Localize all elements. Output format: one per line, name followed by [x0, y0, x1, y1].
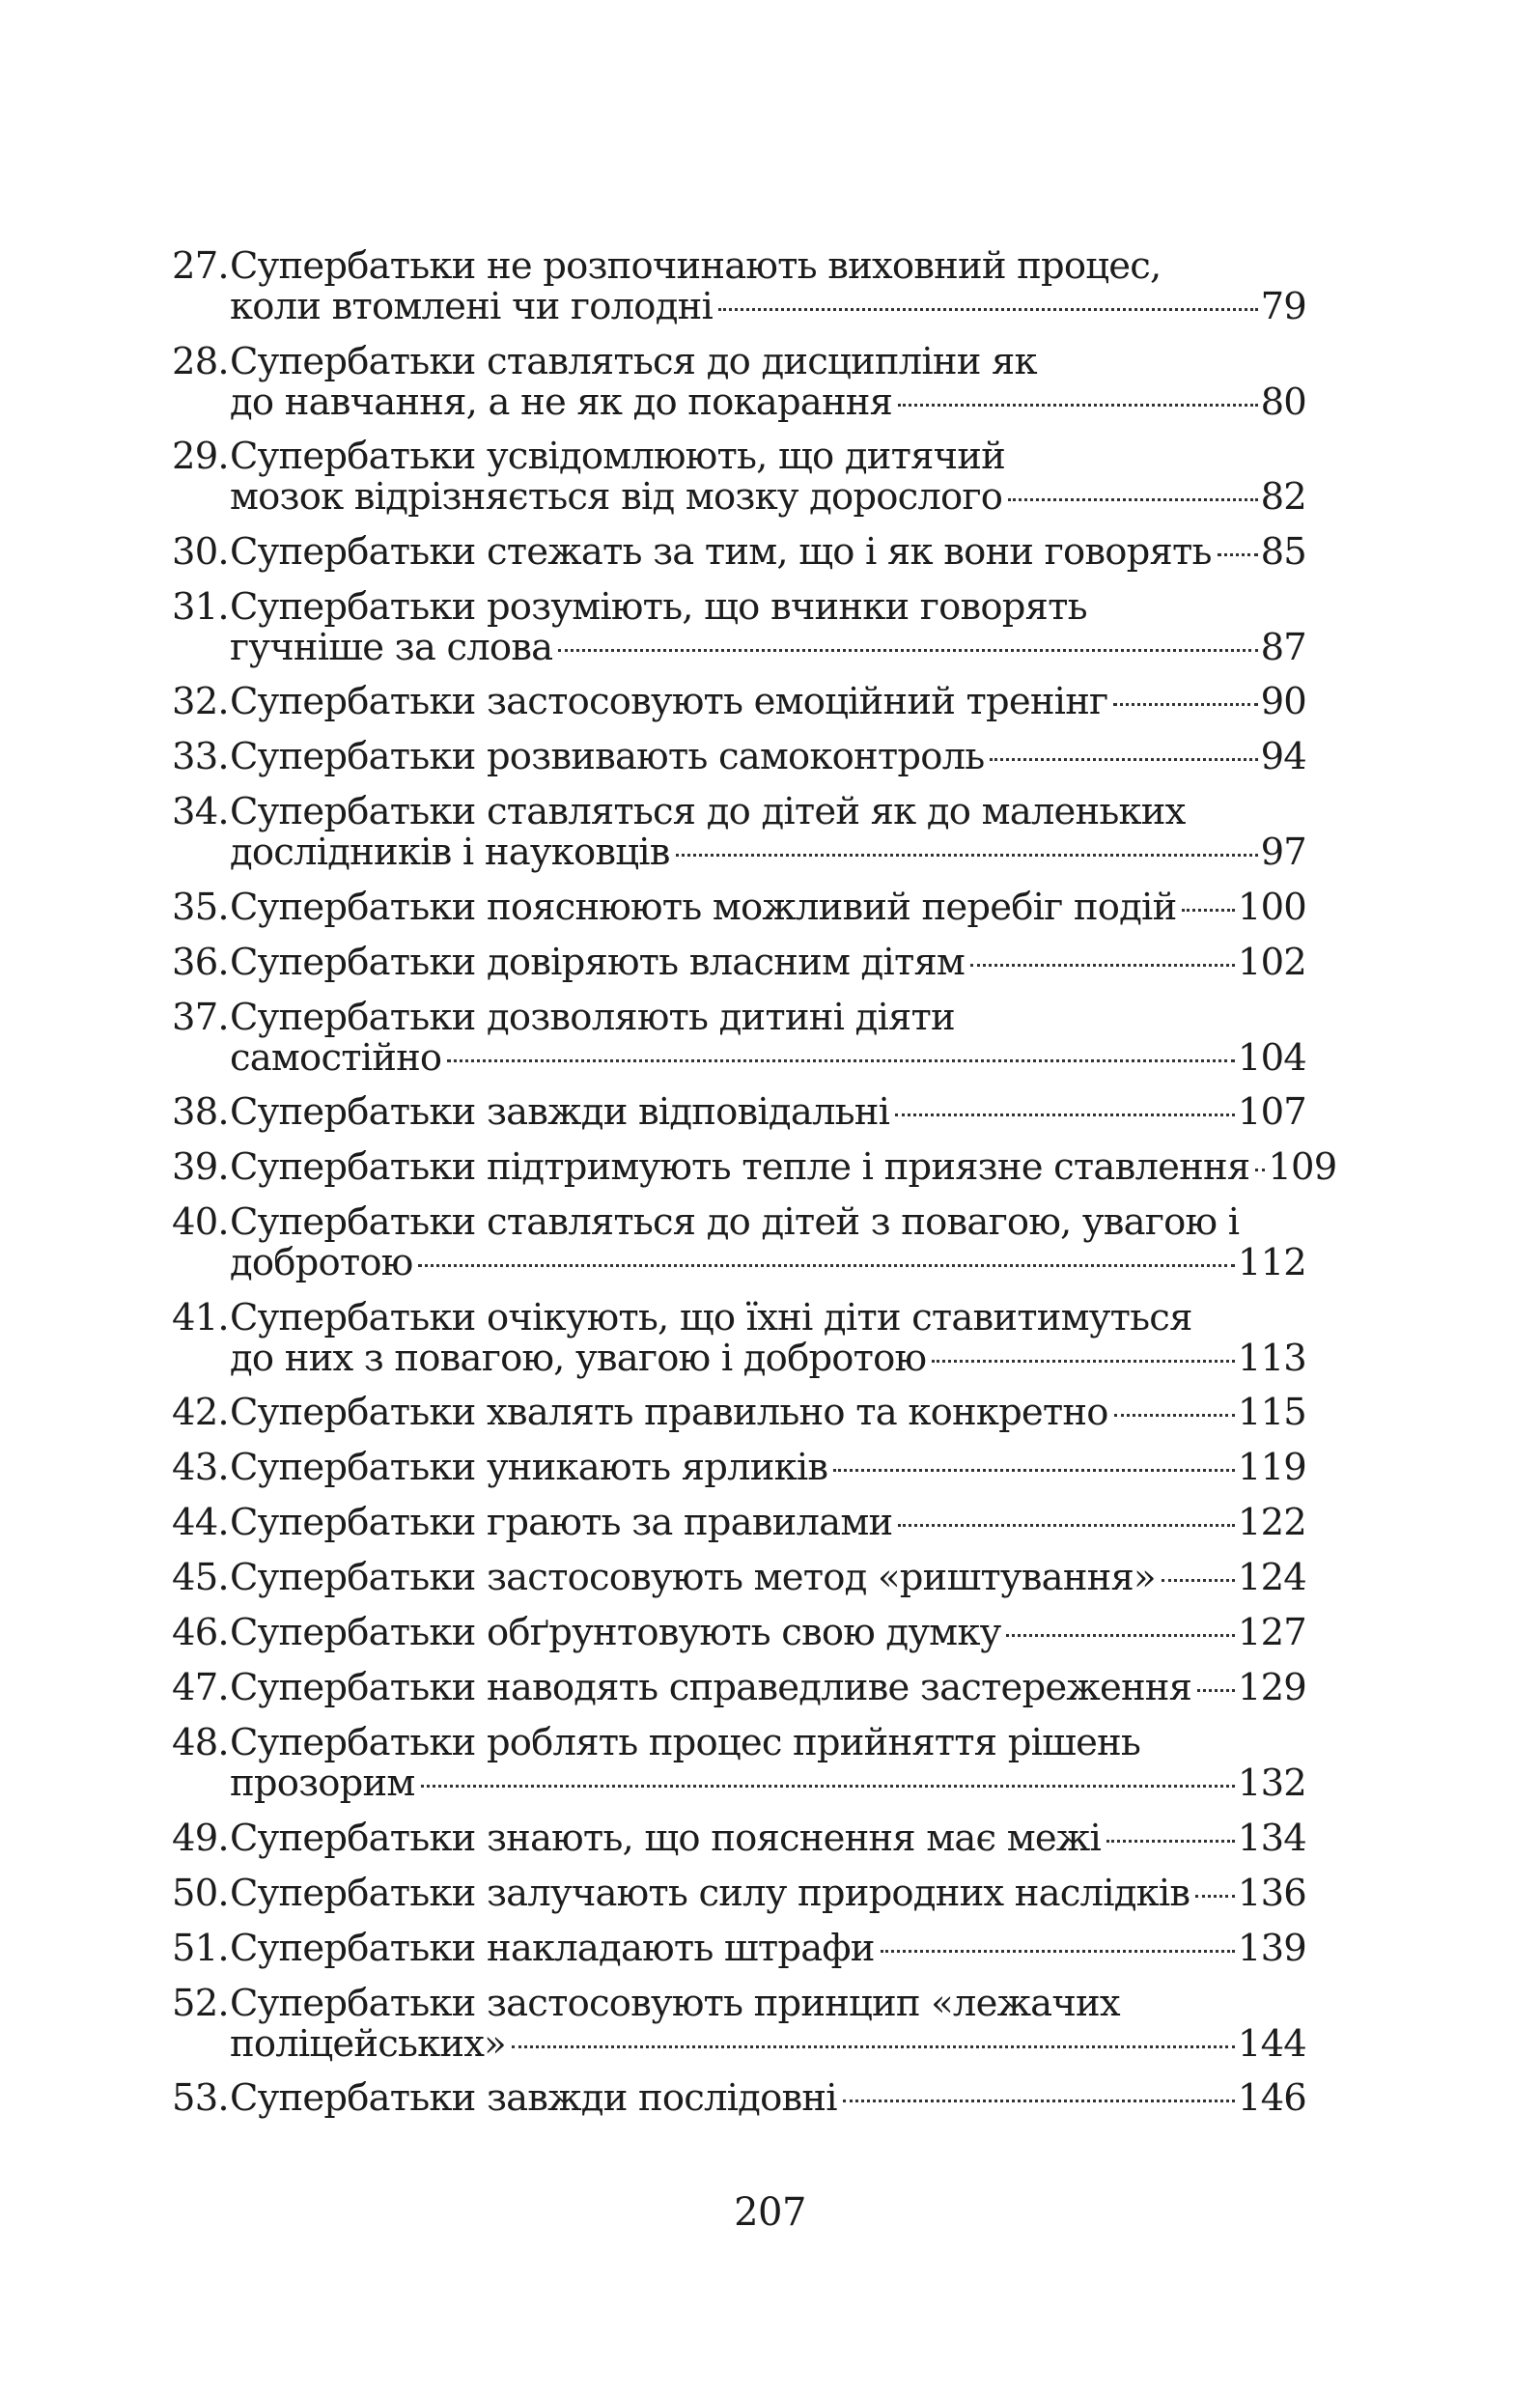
- toc-entry-line: [172, 1981, 1306, 2025]
- toc-entry-title: Супербатьки пояснюють можливий перебіг подій: [230, 885, 1177, 929]
- dot-leader: [932, 1360, 1235, 1363]
- toc-entry-number: 43.: [172, 1446, 229, 1489]
- toc-entry-page: 115: [1237, 1391, 1306, 1434]
- toc-entry-last-line: [172, 2078, 1306, 2119]
- toc-entry: [172, 1145, 1337, 1189]
- toc-entry: [172, 1092, 1306, 1133]
- toc-entry-last-line: [172, 1613, 1306, 1653]
- toc-entry-last-line: [172, 737, 1306, 777]
- toc-entry-last-line: [172, 940, 1306, 984]
- toc-entry-title: Супербатьки грають за правилами: [230, 1501, 893, 1544]
- toc-entry-number: 37.: [172, 995, 229, 1039]
- toc-entry-last-line: [172, 1035, 1306, 1080]
- toc-entry: [172, 1926, 1306, 1970]
- toc-entry-last-line: [172, 885, 1306, 929]
- toc-entry-number: 27.: [172, 244, 229, 288]
- toc-entry-number: 42.: [172, 1391, 229, 1434]
- toc-entry-page: 132: [1237, 1762, 1306, 1805]
- toc-entry-title: Супербатьки знають, що пояснення має межі: [230, 1816, 1101, 1860]
- toc-entry-line: [172, 995, 1306, 1039]
- toc-entry: [172, 1558, 1306, 1598]
- toc-entry-last-line: [172, 832, 1306, 873]
- toc-entry-title: самостійно: [230, 1035, 442, 1080]
- dot-leader: [1197, 1689, 1235, 1692]
- dot-leader: [1195, 1895, 1235, 1898]
- toc-entry-title: гучніше за слова: [230, 625, 553, 669]
- toc-entry-number: 44.: [172, 1501, 229, 1544]
- toc-entry-title: коли втомлені чи голодні: [230, 285, 713, 328]
- toc-entry: [172, 584, 1306, 669]
- toc-entry-number: 50.: [172, 1871, 229, 1915]
- toc-entry: [172, 1613, 1306, 1653]
- toc-entry-title: Супербатьки завжди відповідальні: [230, 1090, 890, 1134]
- toc-entry-page: 124: [1237, 1556, 1306, 1599]
- toc-entry-number: 36.: [172, 940, 229, 984]
- toc-entry-number: 41.: [172, 1295, 229, 1339]
- toc-entry-last-line: [172, 1243, 1306, 1283]
- toc-entry-title: Супербатьки залучають силу природних наслідків: [230, 1871, 1190, 1915]
- toc-entry-number: 39.: [172, 1145, 229, 1189]
- toc-entry-title: Супербатьки не розпочинають виховний процес,: [230, 244, 1162, 288]
- toc-entry-number: 30.: [172, 529, 229, 574]
- toc-entry: [172, 339, 1306, 424]
- toc-entry-last-line: [172, 1558, 1306, 1598]
- dot-leader: [421, 1785, 1235, 1788]
- toc-entry: [172, 1818, 1306, 1859]
- toc-entry-title: до них з повагою, увагою і добротою: [230, 1336, 927, 1380]
- toc-entry-last-line: [172, 1092, 1306, 1133]
- toc-entry: [172, 940, 1306, 984]
- toc-entry-last-line: [172, 1926, 1306, 1970]
- toc-entry-number: 47.: [172, 1666, 229, 1709]
- table-of-contents: [172, 244, 1337, 2133]
- dot-leader: [898, 1524, 1235, 1527]
- toc-entry-page: 144: [1237, 2021, 1306, 2066]
- dot-leader: [1218, 553, 1258, 556]
- toc-entry-title: Супербатьки ставляться до дітей з повагою, увагою і: [230, 1200, 1240, 1244]
- toc-entry-line: [172, 1723, 1306, 1763]
- toc-entry-page: 122: [1237, 1501, 1306, 1544]
- toc-entry-last-line: [172, 2021, 1306, 2066]
- dot-leader: [447, 1059, 1235, 1062]
- toc-entry: [172, 529, 1306, 574]
- toc-entry-title: Супербатьки ставляться до дисципліни як: [230, 339, 1037, 383]
- dot-leader: [1106, 1840, 1235, 1843]
- toc-entry-last-line: [172, 1871, 1306, 1915]
- toc-entry-page: 79: [1260, 285, 1306, 328]
- toc-entry-page: 146: [1237, 2076, 1306, 2120]
- toc-entry-number: 29.: [172, 435, 229, 478]
- dot-leader: [1255, 1169, 1265, 1171]
- toc-entry-title: Супербатьки обґрунтовують свою думку: [230, 1611, 1001, 1654]
- dot-leader: [1182, 909, 1234, 912]
- toc-entry-number: 53.: [172, 2076, 229, 2120]
- toc-entry: [172, 2078, 1306, 2119]
- toc-entry-title: до навчання, а не як до покарання: [230, 380, 893, 424]
- toc-entry-title: поліцейських»: [230, 2021, 506, 2066]
- toc-entry-page: 139: [1237, 1926, 1306, 1970]
- toc-entry-page: 112: [1237, 1241, 1306, 1284]
- toc-entry-number: 35.: [172, 885, 229, 929]
- toc-entry-number: 51.: [172, 1926, 229, 1970]
- toc-entry-title: Супербатьки накладають штрафи: [230, 1926, 875, 1970]
- toc-entry-number: 46.: [172, 1611, 229, 1654]
- toc-entry-title: Супербатьки застосовують метод «риштування»: [230, 1556, 1156, 1599]
- toc-entry-title: Супербатьки застосовують емоційний тренінг: [230, 680, 1108, 723]
- toc-entry-page: 113: [1237, 1336, 1306, 1380]
- toc-entry-page: 80: [1260, 380, 1306, 424]
- toc-entry-page: 119: [1237, 1446, 1306, 1489]
- toc-entry-line: [172, 792, 1306, 832]
- toc-entry-last-line: [172, 1448, 1306, 1488]
- toc-entry: [172, 1448, 1306, 1488]
- toc-entry-last-line: [172, 1393, 1306, 1433]
- page-number: 207: [734, 2190, 806, 2235]
- toc-entry-page: 100: [1237, 885, 1306, 929]
- toc-entry-last-line: [172, 1818, 1306, 1859]
- toc-entry-line: [172, 584, 1306, 629]
- toc-entry-page: 109: [1268, 1145, 1337, 1189]
- toc-entry-title: Супербатьки роблять процес прийняття рішень: [230, 1721, 1141, 1764]
- toc-entry-title: Супербатьки усвідомлюють, що дитячий: [230, 435, 1005, 478]
- toc-entry-page: 87: [1260, 625, 1306, 669]
- toc-entry-title: Супербатьки очікують, що їхні діти ставитимуться: [230, 1295, 1192, 1339]
- dot-leader: [676, 854, 1258, 857]
- toc-entry-title: Супербатьки стежать за тим, що і як вони говорять: [230, 529, 1212, 574]
- toc-entry: [172, 1202, 1306, 1283]
- toc-entry-last-line: [172, 1763, 1306, 1804]
- toc-entry-page: 94: [1260, 735, 1306, 778]
- toc-entry-title: Супербатьки уникають ярликів: [230, 1446, 828, 1489]
- dot-leader: [418, 1264, 1234, 1267]
- toc-entry-page: 104: [1237, 1035, 1306, 1080]
- toc-entry-title: Супербатьки хвалять правильно та конкретно: [230, 1391, 1108, 1434]
- toc-entry-title: мозок відрізняється від мозку дорослого: [230, 475, 1003, 519]
- toc-entry-number: 33.: [172, 735, 229, 778]
- dot-leader: [1006, 1634, 1234, 1637]
- toc-entry-line: [172, 1202, 1306, 1243]
- toc-entry: [172, 1393, 1306, 1433]
- toc-entry-page: 134: [1237, 1816, 1306, 1860]
- toc-entry-number: 52.: [172, 1981, 229, 2025]
- dot-leader: [843, 2100, 1235, 2102]
- dot-leader: [1113, 703, 1257, 706]
- toc-entry: [172, 246, 1306, 327]
- toc-entry-number: 32.: [172, 680, 229, 723]
- dot-leader: [895, 1113, 1235, 1116]
- toc-entry-page: 85: [1260, 529, 1306, 574]
- toc-entry-last-line: [172, 682, 1306, 722]
- toc-entry-line: [172, 246, 1306, 287]
- toc-entry-page: 90: [1260, 680, 1306, 723]
- toc-entry-title: Супербатьки підтримують тепле і приязне ставлення: [230, 1145, 1250, 1189]
- toc-entry: [172, 995, 1306, 1080]
- toc-entry-number: 49.: [172, 1816, 229, 1860]
- toc-entry-last-line: [172, 287, 1306, 327]
- toc-entry-title: Супербатьки завжди послідовні: [230, 2076, 837, 2120]
- toc-entry-title: Супербатьки ставляться до дітей як до маленьких: [230, 790, 1186, 833]
- toc-entry-last-line: [172, 1668, 1306, 1708]
- toc-entry: [172, 1295, 1306, 1380]
- toc-entry-title: Супербатьки розвивають самоконтроль: [230, 735, 985, 778]
- toc-entry-last-line: [172, 1145, 1337, 1189]
- toc-entry-title: Супербатьки застосовують принцип «лежачих: [230, 1981, 1120, 2025]
- toc-entry-last-line: [172, 529, 1306, 574]
- toc-entry: [172, 885, 1306, 929]
- toc-entry-page: 102: [1237, 940, 1306, 984]
- toc-entry-page: 129: [1237, 1666, 1306, 1709]
- dot-leader: [881, 1950, 1235, 1953]
- toc-entry-title: прозорим: [230, 1762, 415, 1805]
- toc-entry-page: 97: [1260, 831, 1306, 874]
- toc-entry: [172, 1723, 1306, 1804]
- toc-entry: [172, 1668, 1306, 1708]
- toc-entry-number: 40.: [172, 1200, 229, 1244]
- dot-leader: [1114, 1414, 1235, 1417]
- toc-entry: [172, 1503, 1306, 1543]
- toc-entry: [172, 437, 1306, 518]
- toc-entry-page: 82: [1260, 475, 1306, 519]
- toc-entry-last-line: [172, 477, 1306, 518]
- toc-entry-line: [172, 1295, 1306, 1339]
- dot-leader: [970, 964, 1235, 967]
- toc-entry-number: 34.: [172, 790, 229, 833]
- toc-entry: [172, 737, 1306, 777]
- toc-entry: [172, 1981, 1306, 2066]
- toc-entry-last-line: [172, 1336, 1306, 1380]
- dot-leader: [1008, 498, 1257, 501]
- toc-entry-page: 107: [1237, 1090, 1306, 1134]
- toc-entry: [172, 792, 1306, 873]
- dot-leader: [833, 1469, 1235, 1472]
- dot-leader: [990, 758, 1257, 761]
- toc-entry-title: Супербатьки дозволяють дитині діяти: [230, 995, 955, 1039]
- toc-entry-title: дослідників і науковців: [230, 831, 670, 874]
- toc-entry-last-line: [172, 625, 1306, 669]
- toc-entry-title: Супербатьки наводять справедливе застереження: [230, 1666, 1192, 1709]
- toc-entry-line: [172, 339, 1306, 383]
- toc-entry-number: 48.: [172, 1721, 229, 1764]
- toc-entry-title: Супербатьки розуміють, що вчинки говорять: [230, 584, 1087, 629]
- dot-leader: [1162, 1579, 1235, 1582]
- toc-entry: [172, 682, 1306, 722]
- toc-entry-number: 45.: [172, 1556, 229, 1599]
- toc-entry: [172, 1871, 1306, 1915]
- toc-entry-page: 127: [1237, 1611, 1306, 1654]
- dot-leader: [512, 2045, 1235, 2048]
- dot-leader: [558, 649, 1257, 652]
- toc-entry-number: 31.: [172, 584, 229, 629]
- toc-entry-number: 38.: [172, 1090, 229, 1134]
- toc-entry-last-line: [172, 382, 1306, 423]
- toc-entry-title: Супербатьки довіряють власним дітям: [230, 940, 966, 984]
- toc-entry-line: [172, 437, 1306, 477]
- toc-entry-title: добротою: [230, 1241, 413, 1284]
- dot-leader: [718, 308, 1258, 311]
- toc-entry-last-line: [172, 1503, 1306, 1543]
- dot-leader: [898, 404, 1257, 407]
- toc-entry-page: 136: [1237, 1871, 1306, 1915]
- toc-entry-number: 28.: [172, 339, 229, 383]
